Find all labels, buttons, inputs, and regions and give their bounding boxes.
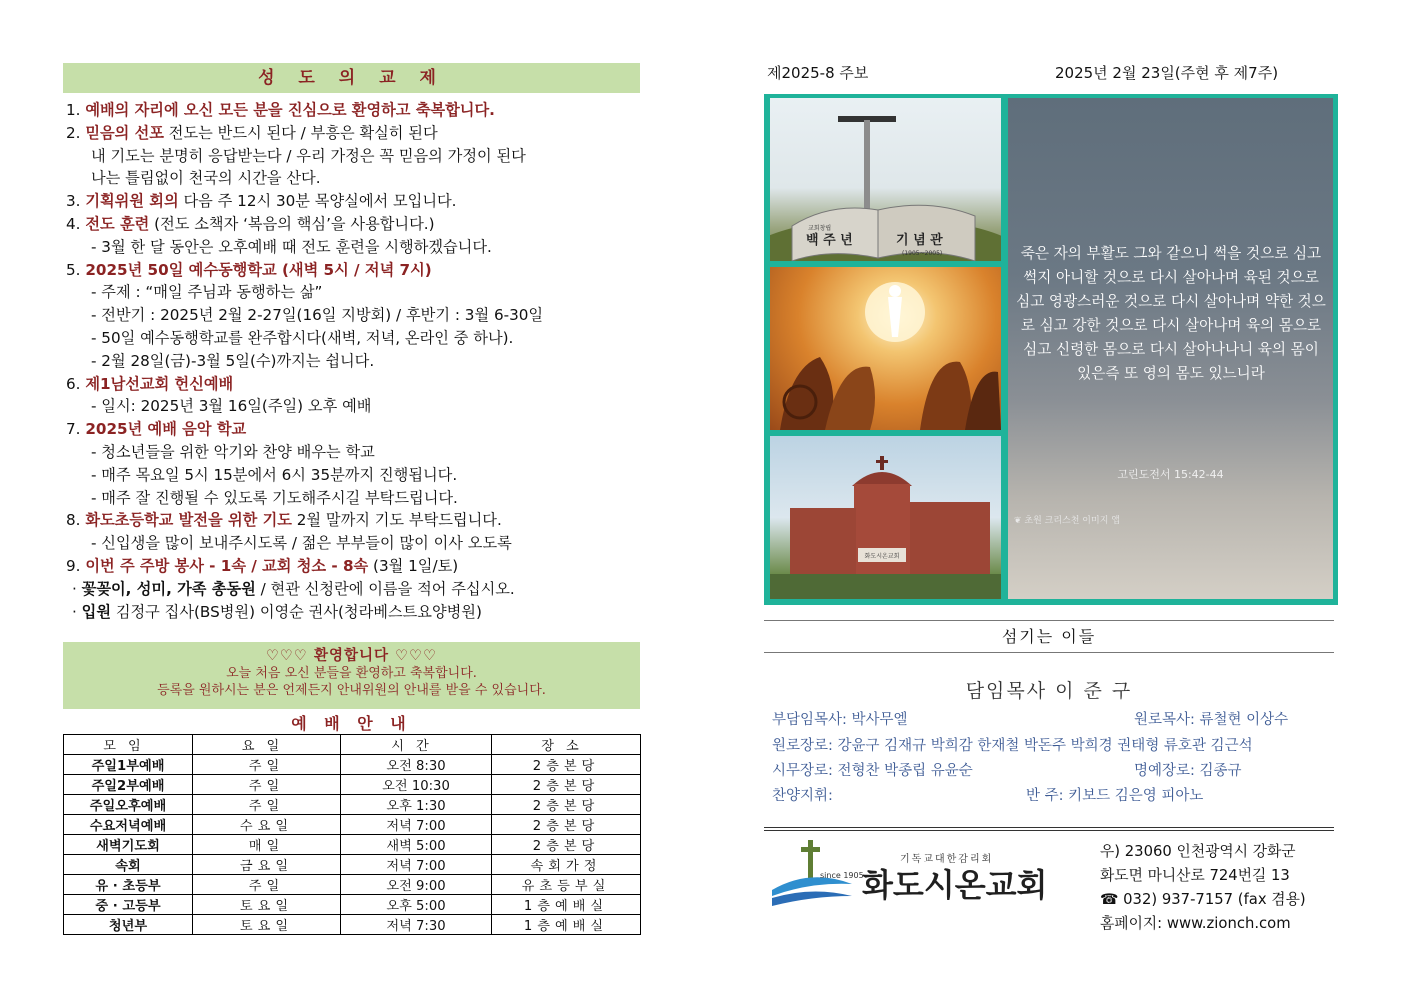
item-text: 다음 주 12시 30분 목양실에서 모입니다.	[178, 192, 457, 211]
place-cell: 1층예배실	[492, 915, 641, 935]
place-cell: 속회가정	[492, 855, 641, 875]
bulletin-date: 2025년 2월 23일(주현 후 제7주)	[1055, 64, 1279, 82]
day-cell: 주일	[193, 775, 341, 795]
time-cell: 오전 8:30	[341, 755, 492, 775]
leaf-icon: ❦	[1014, 516, 1022, 526]
announcement-detail: - 매주 목요일 5시 15분에서 6시 35분까지 진행됩니다.	[91, 465, 458, 484]
resurrection-painting	[770, 267, 1001, 430]
homepage-link[interactable]: 홈페이지: www.zionch.com	[1100, 915, 1291, 932]
column-header: 요일	[193, 735, 341, 755]
announcement-detail: - 매주 잘 진행될 수 있도록 기도해주시길 부탁드립니다.	[91, 488, 458, 507]
announcement-item	[66, 509, 646, 532]
item-text: 전도는 반드시 된다 / 부흥은 확실히 된다	[163, 123, 438, 142]
meeting-cell: 속회	[64, 855, 193, 875]
place-cell: 2층본당	[492, 775, 641, 795]
item-title: 2025년 예배 음악 학교	[85, 420, 247, 439]
bulletin-issue: 제2025-8 주보	[767, 64, 869, 82]
announcement-item	[66, 418, 646, 441]
item-number: 2.	[66, 123, 81, 142]
place-cell: 유초등부실	[492, 875, 641, 895]
place-cell: 2층본당	[492, 815, 641, 835]
announcement-detail: - 청소년들을 위한 악기와 찬양 배우는 학교	[91, 442, 375, 461]
memorial-photo	[770, 98, 1001, 261]
announcement-item	[66, 190, 646, 213]
column-header: 시간	[341, 735, 492, 755]
divider	[764, 830, 1334, 831]
announcement-detail: - 2월 28일(금)-3월 5일(수)까지는 쉽니다.	[91, 351, 375, 370]
worship-guide-title: 예 배 안 내	[291, 714, 412, 733]
honorary-elders: 명예장로: 김종규	[1134, 763, 1242, 779]
associate-pastor: 부담임목사: 박사무엘	[772, 712, 908, 728]
divider	[764, 827, 1334, 828]
item-title: 믿음의 선포	[85, 123, 164, 142]
welcome-title: ♡♡♡ 환영합니다 ♡♡♡	[265, 648, 438, 664]
table-header-row	[64, 735, 641, 755]
svg-text:기 념 관: 기 념 관	[896, 233, 943, 248]
item-number: 8.	[66, 511, 81, 530]
item-number: 1.	[66, 101, 81, 119]
item-number: 4.	[66, 214, 81, 233]
table-row	[64, 835, 641, 855]
announcement-item	[66, 122, 646, 145]
day-cell: 금요일	[193, 855, 341, 875]
place-cell: 2층본당	[492, 795, 641, 815]
staff-section-title: 섬기는 이들	[764, 620, 1334, 653]
place-cell: 2층본당	[492, 835, 641, 855]
time-cell: 저녁 7:00	[341, 855, 492, 875]
table-row	[64, 915, 641, 935]
item-title: 제1남선교회 헌신예배	[85, 374, 234, 393]
announcement-continuation: 나는 틀림없이 천국의 시간을 산다.	[91, 169, 321, 188]
item-title: 꽃꽂이, 성미, 가족 총동원	[81, 579, 256, 598]
app-credit-text: 초원 크리스천 이미지 앱	[1024, 516, 1120, 526]
day-cell: 주일	[193, 795, 341, 815]
image-app-credit	[1014, 513, 1120, 526]
item-title: 예배의 자리에 오신 모든 분을 진심으로 환영하고 축복합니다.	[85, 101, 495, 119]
announcement-item	[66, 99, 646, 122]
item-title: 이번 주 주방 봉사 - 1속 / 교회 청소 - 8속	[85, 556, 369, 575]
choir-director: 찬양지휘:	[772, 788, 833, 804]
place-cell: 1층예배실	[492, 895, 641, 915]
table-row	[64, 895, 641, 915]
meeting-cell: 주일오후예배	[64, 795, 193, 815]
item-title: 화도초등학교 발전을 위한 기도	[85, 511, 292, 530]
item-text: 2월 말까지 기도 부탁드립니다.	[291, 511, 502, 530]
item-text: / 현관 신청란에 이름을 적어 주십시오.	[255, 579, 515, 598]
table-row	[64, 755, 641, 775]
notice-bullet	[66, 601, 646, 624]
scripture-verse: 죽은 자의 부활도 그와 같으니 썩을 것으로 심고 썩지 아니할 것으로 다시 살아나며 육된 것으로 심고 영광스러운 것으로 다시 살아나며 약한 것으로 심고 강한 것으로 다시 살아나며 육의 몸으로 심고 신령한 몸으로 다시 살아나나니 육의 몸이 있은즉 또 영의 몸도 있느니라	[1016, 245, 1326, 382]
meeting-cell: 유 · 초등부	[64, 875, 193, 895]
day-cell: 주일	[193, 875, 341, 895]
announcement-item	[66, 213, 646, 236]
church-logo	[770, 838, 1070, 918]
meeting-cell: 청년부	[64, 915, 193, 935]
worship-schedule-table	[63, 734, 641, 935]
item-number: 6.	[66, 374, 81, 393]
item-number: 3.	[66, 192, 81, 211]
logo-denomination: 기독교대한감리회	[900, 854, 994, 865]
time-cell: 오전 9:00	[341, 875, 492, 895]
meeting-cell: 주일1부예배	[64, 755, 193, 775]
day-cell: 수요일	[193, 815, 341, 835]
logo-name: 화도시온교회	[862, 866, 1048, 904]
active-elders: 시무장로: 전형찬 박종립 유윤순	[772, 763, 973, 779]
item-title: 기획위원 회의	[85, 192, 179, 211]
item-number: 7.	[66, 420, 81, 439]
item-number: 5.	[66, 260, 81, 279]
item-title: 전도 훈련	[85, 214, 150, 233]
item-title: 입원	[81, 602, 111, 621]
column-header: 모임	[64, 735, 193, 755]
announcement-item	[66, 555, 646, 578]
table-row	[64, 795, 641, 815]
scripture-reference: 고린도전서 15:42-44	[1117, 468, 1224, 481]
address-line: 우) 23060 인천광역시 강화군	[1100, 843, 1296, 860]
announcement-detail: - 일시: 2025년 3월 16일(주일) 오후 예배	[91, 397, 372, 416]
phone-line: ☎ 032) 937-7157 (fax 겸용)	[1100, 891, 1306, 908]
svg-text:(1905~2005): (1905~2005)	[902, 250, 943, 257]
day-cell: 주일	[193, 755, 341, 775]
table-row	[64, 775, 641, 795]
table-row	[64, 875, 641, 895]
announcement-detail: - 전반기 : 2025년 2월 2-27일(16일 지방회) / 후반기 : 3월 6-30일	[91, 306, 544, 325]
time-cell: 오후 1:30	[341, 795, 492, 815]
senior-pastor: 담임목사 이 준 구	[965, 680, 1133, 702]
emeritus-elders: 원로장로: 강윤구 김재규 박희감 한재철 박돈주 박희경 권태형 류호관 김근석	[772, 738, 1253, 754]
memorial-sign-small: 교회창립	[808, 225, 832, 232]
time-cell: 오전 10:30	[341, 775, 492, 795]
bullet-mark: ·	[72, 602, 77, 621]
item-text: 김정구 집사(BS병원) 이영순 권사(청라베스트요양병원)	[111, 602, 482, 621]
meeting-cell: 중 · 고등부	[64, 895, 193, 915]
item-title: 2025년 50일 예수동행학교 (새벽 5시 / 저녁 7시)	[85, 260, 432, 279]
announcement-item	[66, 373, 646, 396]
announcement-detail: - 50일 예수동행학교를 완주합시다(새벽, 저녁, 온라인 중 하나).	[91, 328, 514, 347]
announcement-detail: - 신입생을 많이 보내주시도록 / 젊은 부부들이 많이 이사 오도록	[91, 534, 512, 553]
svg-text:백 주 년: 백 주 년	[806, 233, 853, 248]
column-header: 장소	[492, 735, 641, 755]
announcement-detail: - 주제 : “매일 주님과 동행하는 삶”	[91, 283, 323, 302]
welcome-line: 오늘 처음 오신 분들을 환영하고 축복합니다.	[226, 666, 477, 681]
notice-bullet	[66, 578, 646, 601]
meeting-cell: 수요저녁예배	[64, 815, 193, 835]
church-building-photo	[770, 436, 1001, 599]
logo-since: since 1905	[820, 871, 864, 880]
announcements-list	[66, 99, 646, 623]
time-cell: 저녁 7:00	[341, 815, 492, 835]
day-cell: 토요일	[193, 915, 341, 935]
place-cell: 2층본당	[492, 755, 641, 775]
accompanist: 반 주: 키보드 김은영 피아노	[1026, 788, 1204, 804]
item-text: (전도 소책자 ‘복음의 핵심’을 사용합니다.)	[149, 214, 435, 233]
emeritus-pastors: 원로목사: 류철현 이상수	[1134, 712, 1289, 728]
table-row	[64, 855, 641, 875]
time-cell: 새벽 5:00	[341, 835, 492, 855]
meeting-cell: 주일2부예배	[64, 775, 193, 795]
time-cell: 저녁 7:30	[341, 915, 492, 935]
fellowship-section-title: 성 도 의 교 제	[63, 63, 640, 93]
item-text: (3월 1일/토)	[368, 556, 459, 575]
item-number: 9.	[66, 556, 81, 575]
bullet-mark: ·	[72, 579, 77, 598]
meeting-cell: 새벽기도회	[64, 835, 193, 855]
announcement-item	[66, 259, 646, 282]
announcement-continuation: 내 기도는 분명히 응답받는다 / 우리 가정은 꼭 믿음의 가정이 된다	[91, 146, 526, 165]
day-cell: 매일	[193, 835, 341, 855]
time-cell: 오후 5:00	[341, 895, 492, 915]
announcement-detail: - 3월 한 달 동안은 오후예배 때 전도 훈련을 시행하겠습니다.	[91, 237, 492, 256]
welcome-line: 등록을 원하시는 분은 언제든지 안내위원의 안내를 받을 수 있습니다.	[157, 683, 546, 698]
church-address	[1100, 840, 1306, 936]
address-line: 화도면 마니산로 724번길 13	[1100, 867, 1290, 884]
day-cell: 토요일	[193, 895, 341, 915]
church-sign: 화도시온교회	[864, 553, 900, 560]
table-row	[64, 815, 641, 835]
welcome-box	[63, 642, 640, 709]
